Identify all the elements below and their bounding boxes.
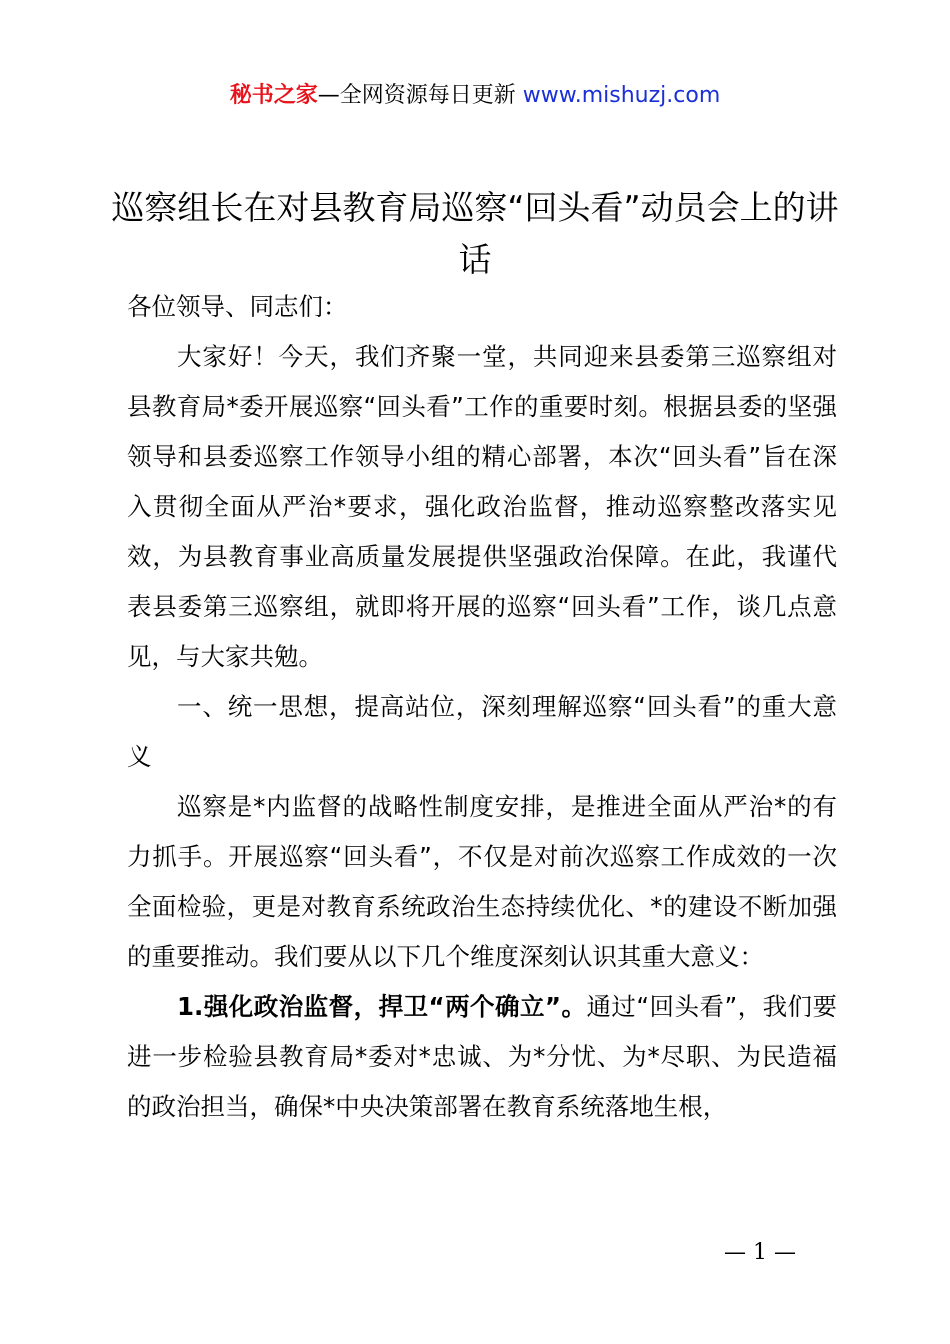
point-1-heading: 1.强化政治监督，捍卫“两个确立”。: [177, 992, 587, 1021]
point-1: [127, 982, 837, 1132]
paragraph-opening: 大家好！今天，我们齐聚一堂，共同迎来县委第三巡察组对县教育局*委开展巡察“回头看”工作的重要时刻。根据县委的坚强领导和县委巡察工作领导小组的精心部署，本次“回头看”旨在深入贯彻全面从严治*要求，强化政治监督，推动巡察整改落实见效，为县教育事业高质量发展提供坚强政治保障。在此，我谨代表县委第三巡察组，就即将开展的巡察“回头看”工作，谈几点意见，与大家共勉。: [127, 342, 837, 671]
site-header: [0, 80, 950, 112]
document-body: [127, 282, 837, 1132]
page-number: — 1 —: [724, 1240, 796, 1265]
site-brand: 秘书之家: [229, 83, 318, 108]
site-url-link[interactable]: www.mishuzj.com: [522, 83, 721, 108]
paragraph-section-1: 巡察是*内监督的战略性制度安排，是推进全面从严治*的有力抓手。开展巡察“回头看”，不仅是对前次巡察工作成效的一次全面检验，更是对教育系统政治生态持续优化、*的建设不断加强的重要推动。我们要从以下几个维度深刻认识其重大意义：: [127, 792, 837, 971]
salutation: 各位领导、同志们：: [127, 292, 348, 321]
section-heading-1: 一、统一思想，提高站位，深刻理解巡察“回头看”的重大意义: [127, 692, 837, 771]
site-tagline: —全网资源每日更新: [317, 83, 523, 108]
document-title: 巡察组长在对县教育局巡察“回头看”动员会上的讲话: [111, 188, 839, 279]
point-1-text: 通过“回头看”，我们要进一步检验县教育局*委对*忠诚、为*分忧、为*尽职、为民造福的政治担当，确保*中央决策部署在教育系统落地生根，: [127, 992, 838, 1121]
